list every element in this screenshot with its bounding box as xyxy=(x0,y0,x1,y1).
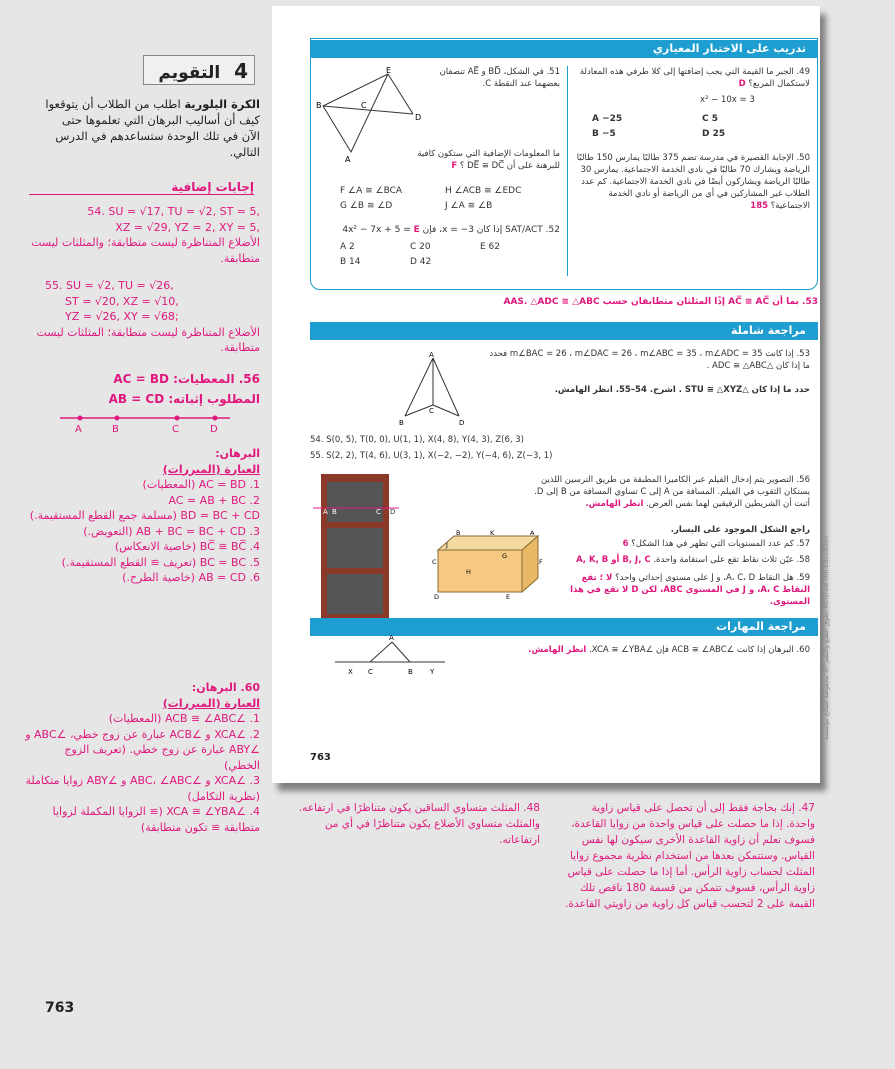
label: D xyxy=(434,593,440,600)
q53: 53. إذا كانت m∠BAC = 26 ، m∠DAC = 26 ، m∠ABC = 35 ، m∠ADC = 35 فحدد ما إذا كان △ADC ≅ △ABC . xyxy=(489,349,810,371)
label-b: B xyxy=(332,508,337,516)
q59-text: 59. هل النقاط A، C، D، و J على مستوى إحداثي واحد؟ xyxy=(615,573,810,583)
label-y: Y xyxy=(430,668,435,676)
label-c: C xyxy=(429,407,434,415)
q52-answer: E xyxy=(413,225,420,235)
q52-text: 52. SAT/ACT إذا كان x = −3، فإن 4x² − 7x + 5 = xyxy=(342,225,560,235)
copyright-vertical: حقوق الطبع والنشر © محفوظة لصالح مؤسسة McGraw-Hill Education xyxy=(822,535,830,740)
q51b-text: ما المعلومات الإضافية التي ستكون كافية للبرهنة على أن DE̅ ≅ DC̅ ؟ xyxy=(417,149,560,171)
top-face xyxy=(438,536,538,550)
label-a: A xyxy=(323,508,328,516)
proof56-step: 1. AC = BD (المعطيات) xyxy=(142,478,260,491)
label: H xyxy=(466,568,471,576)
label-x: X xyxy=(348,668,353,676)
band-skills-review: مراجعة المهارات xyxy=(310,618,818,636)
extra-answers-title: إجابات إضافية xyxy=(29,180,254,195)
label: C xyxy=(432,558,437,566)
proof60-step: 3. ∠XCA و ∠ABC، ∠ABC و ∠ABY زوايا متكاملة (نظرية التكامل) xyxy=(25,774,260,803)
q49-text: 49. الجبر ما القيمة التي يجب إضافتها إلى كلا طرفي هذه المعادلة لاستكمال المربع؟ xyxy=(579,67,810,89)
crystal-ball-text: اطلب من الطلاب أن يتوقعوا كيف أن أساليب البرهان التي تعلموها حتى الآن في تلك الوحدة ستساعدهم في الدرس التالي. xyxy=(45,97,260,159)
q50-answer: 185 xyxy=(750,201,769,211)
column-divider xyxy=(567,66,568,276)
label: K xyxy=(490,529,495,537)
label-c: C xyxy=(368,668,373,676)
line-bd xyxy=(323,106,413,114)
proof56-step: 3. AB + BC = BC + CD (التعويض.) xyxy=(83,524,260,538)
side-ba xyxy=(392,642,410,662)
label-a: A xyxy=(389,634,394,642)
proof60-header: العبارة (المبررات) xyxy=(162,696,260,710)
answer-47: 47. إنك بحاجة فقط إلى أن تحصل على قياس زاوية واحدة. إذا ما حصلت على قياس واحدة من زوايا القاعدة، فسوف تعلم أن زاوية القاعدة الأخرى سيكون لها نفس القياس. وستتمكن بعدها من استخدام نظرية مجموع زوايا المثلث لحساب زاوية الرأس. أما إذا ما حصلت على قياس زاوية الرأس، فسوف تتمكن من قسمة 180 ناقص تلك القيمة على 2 لتحسب قياس كل زاوية من زاويتي القاعدة. xyxy=(565,802,815,910)
teacher-sidebar xyxy=(0,0,270,1069)
q56 xyxy=(520,474,810,510)
q60-answer: انظر الهامش. xyxy=(528,645,587,655)
q49-choices xyxy=(592,112,802,142)
q60 xyxy=(510,644,810,656)
a55-line4: الأضلاع المتناظرة ليست متطابقة؛ المثلثات ليست متطابقة. xyxy=(36,325,260,354)
label-d: D xyxy=(210,424,218,434)
proof-60 xyxy=(25,680,260,835)
label: J xyxy=(446,541,448,549)
frame xyxy=(327,528,383,568)
frame xyxy=(327,482,383,522)
label-a: A xyxy=(345,155,351,164)
q58-answer: B, J, C أو A, K, B xyxy=(576,555,651,565)
label: B xyxy=(456,529,461,537)
label-c: C xyxy=(361,101,367,110)
box-prism-figure xyxy=(430,528,545,600)
q60-text: 60. البرهان إذا كانت ∠ACB ≅ ∠ABC فإن ∠XCA ≅ ∠YBA. xyxy=(589,645,810,655)
q54: 54. S(0, 5), T(0, 0), U(1, 1), X(4, 8), Y(4, 3), Z(6, 3) xyxy=(310,435,524,445)
band-spiral-review: مراجعة شاملة xyxy=(310,322,818,340)
q57-answer: 6 xyxy=(622,539,629,549)
label-b: B xyxy=(316,101,322,110)
label-a: A xyxy=(429,351,434,359)
page-number: 763 xyxy=(45,1000,75,1016)
q49 xyxy=(572,66,810,90)
answer-48: 48. المثلث متساوي الساقين يكون متناظرًا في ارتفاعه. والمثلث متساوي الأضلاع يكون متناظرًا في أي من ارتفاعاته. xyxy=(298,802,540,846)
q51: 51. في الشكل، BD̅ و AE̅ تنصفان بعضهما عند النقطة C. xyxy=(439,67,560,89)
choice: H ∠ACB ≅ ∠EDC xyxy=(445,186,522,196)
choice: C 20 xyxy=(410,242,431,252)
label: A xyxy=(530,529,535,537)
choice: G ∠B ≅ ∠D xyxy=(340,201,393,211)
line-ed xyxy=(388,74,413,114)
q51-answer: F xyxy=(451,161,458,171)
proof-title: البرهان: xyxy=(215,447,260,460)
proof60-step: 4. ∠XCA ≅ ∠YBA (≅ الزوايا المكملة لزوايا متطابقة ≅ تكون متطابقة) xyxy=(52,805,260,834)
q59-answer: لا ؛ تقع النقاط A، C، و J في المستوى ABC، لكن D لا تقع في هذا المستوى. xyxy=(570,573,810,607)
q57-text: 57. كم عدد المستويات التي تظهر في هذا الشكل؟ xyxy=(631,539,810,549)
label-d: D xyxy=(390,508,396,516)
a56-prove: المطلوب إثباته: AB = CD xyxy=(108,391,260,406)
assessment-heading xyxy=(143,55,255,85)
choice: B −5 xyxy=(592,129,616,139)
line-segment-diagram xyxy=(55,410,235,434)
q55: 55. S(2, 2), T(4, 6), U(3, 1), X(−2, −2), Y(−4, 6), Z(−3, 1) xyxy=(310,451,553,461)
q49-answer: D xyxy=(738,79,746,89)
point-d xyxy=(213,416,218,421)
q58 xyxy=(560,554,810,566)
a55-line3: YZ = √26, XY = √68; xyxy=(65,310,179,323)
proof-56 xyxy=(25,446,260,586)
fig-51-triangles xyxy=(313,64,425,164)
q51-choices xyxy=(340,184,540,214)
label-d: D xyxy=(415,113,422,122)
side-ad xyxy=(433,358,459,416)
proof60-step: 2. ∠XCA و ∠ACB عبارة عن زوج خطي، ∠ABC و ∠ABY عبارة عن زوج خطي. (تعريف الزوج الخطي) xyxy=(25,727,260,772)
review-figure: راجع الشكل الموجود على اليسار. xyxy=(670,525,810,535)
label-a: A xyxy=(75,424,82,434)
statement-header: العبارة (المبررات) xyxy=(162,462,260,476)
triangle-left xyxy=(323,74,388,152)
film-strip xyxy=(313,474,399,619)
choice: A 2 xyxy=(340,242,355,252)
fig-53-kite xyxy=(395,350,470,426)
choice: D 42 xyxy=(410,257,432,267)
label-c: C xyxy=(172,424,179,434)
a54-line3: الأضلاع المتناظرة ليست متطابقة؛ والمثلثات ليست متطابقة. xyxy=(31,236,260,265)
q58-text: 58. عيّن ثلاث نقاط تقع على استقامة واحدة. xyxy=(653,555,810,565)
label: F xyxy=(539,558,543,566)
a56-given: 56. المعطيات: AC = BD xyxy=(113,372,260,386)
label-b: B xyxy=(112,424,119,434)
a54-line2: XZ = √29, YZ = 2, XY = 5, xyxy=(115,220,260,234)
frame xyxy=(327,574,383,614)
answer-55 xyxy=(25,278,260,356)
point-a xyxy=(78,416,83,421)
q56-text: 56. التصوير يتم إدخال الفيلم عبر الكاميرا المطبقة من طريق الترسين اللذين يستكان الثقوب في الفيلم. المسافة من A إلى C تساوي المسافة من B إلى D. أثبت أن الشريطين الرقيقين لهما نفس العرض. xyxy=(534,475,810,509)
band-standardized-test: تدريب على الاختبار المعياري xyxy=(310,40,818,58)
choice: B 14 xyxy=(340,257,361,267)
label: E xyxy=(506,593,511,600)
q53-answer-note: 53. بما أن AC̅ ≅ AC̅ إذًا المثلثان متطابقان حسب AAS. △ADC ≅ △ABC xyxy=(503,297,818,307)
student-page-number: 763 xyxy=(310,752,331,763)
label-b: B xyxy=(399,419,404,426)
heading-number: 4 xyxy=(234,59,248,83)
answer-54 xyxy=(25,204,260,266)
label-d: D xyxy=(459,419,465,426)
q56-answer: انظر الهامش. xyxy=(585,499,644,509)
point-c xyxy=(175,416,180,421)
choice: C 5 xyxy=(702,114,719,124)
a54-line1: 54. SU = √17, TU = √2, ST = 5, xyxy=(87,205,260,218)
q49-equation: x² − 10x = 3 xyxy=(700,95,755,105)
proof56-step: 4. BC̅ ≅ BC̅ (خاصية الانعكاس) xyxy=(114,540,260,553)
choice: A −25 xyxy=(592,114,623,124)
fig-60-triangle xyxy=(330,632,450,680)
heading-text: التقويم xyxy=(158,63,221,83)
proof56-step: 6. AB = CD (خاصية الطرح.) xyxy=(122,571,260,584)
proof60-step: 1. ∠ACB ≅ ∠ABC (المعطيات) xyxy=(108,712,260,725)
q59 xyxy=(560,572,810,608)
choice: E 62 xyxy=(480,242,500,252)
choice: D 25 xyxy=(702,129,726,139)
label-b: B xyxy=(408,668,413,676)
proof60-title: 60. البرهان: xyxy=(191,681,260,694)
front-face xyxy=(438,550,522,592)
q57 xyxy=(560,538,810,550)
label: G xyxy=(502,552,508,560)
label-c: C xyxy=(376,508,381,516)
choice: J ∠A ≅ ∠B xyxy=(445,201,493,211)
q54-55-prompt: حدد ما إذا كان △STU ≅ △XYZ . اشرح. 54–55. انظر الهامش. xyxy=(554,385,810,395)
q52 xyxy=(320,224,560,236)
q50 xyxy=(572,152,810,212)
q51b xyxy=(410,148,560,172)
q50-text: 50. الإجابة القصيرة في مدرسة تضم 375 طالبًا يمارس 150 طالبًا الرياضة ويشارك 70 طالبًا في نادي الخدمة الاجتماعية. يمارس 30 طالبًا الرياضة ويشاركون أيضًا في نادي الخدمة الاجتماعية. كم عدد الطلاب غير المشاركين في أي من الرياضة أو نادي الخدمة الاجتماعية؟ xyxy=(576,153,810,211)
side-ca xyxy=(370,642,392,662)
a55-line2: ST = √20, XZ = √10, xyxy=(65,294,179,308)
answer-56 xyxy=(25,372,260,407)
label-e: E xyxy=(386,66,392,75)
proof56-step: 5. BC = BC (تعريف ≅ القطع المستقيمة.) xyxy=(61,555,260,569)
point-b xyxy=(115,416,120,421)
a55-line1: 55. SU = √2, TU = √26, xyxy=(45,279,174,292)
choice: F ∠A ≅ ∠BCA xyxy=(340,186,403,196)
crystal-ball-label: الكرة البلورية xyxy=(184,97,260,111)
q52-choices xyxy=(340,240,540,270)
proof56-step: BD = BC + CD (مسلمة جمع القطع المستقيمة.) xyxy=(29,509,260,522)
proof56-step: 2. AC = AB + BC xyxy=(168,493,260,507)
crystal-ball-note xyxy=(40,96,260,160)
